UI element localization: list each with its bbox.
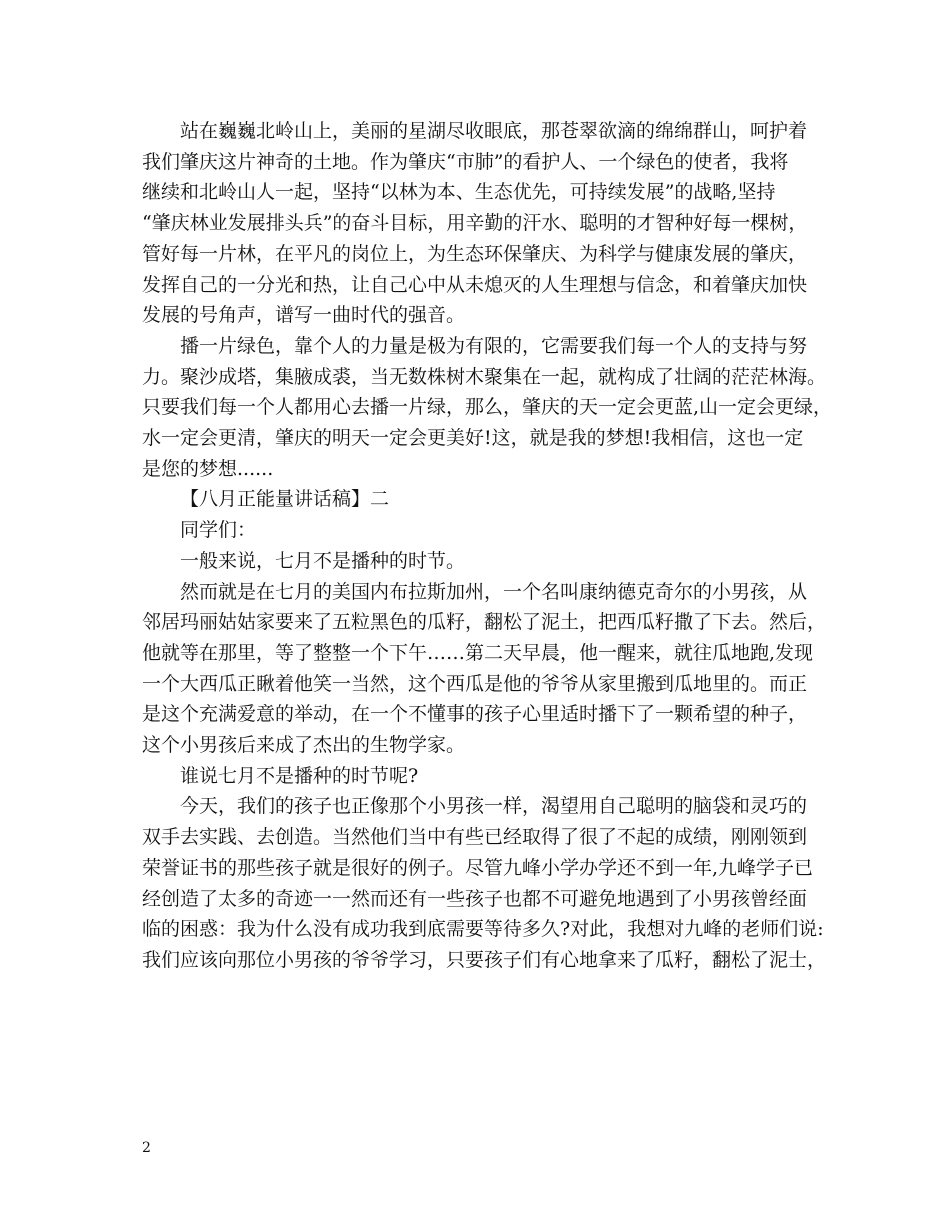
paragraph-line: 经创造了太多的奇迹一一然而还有一些孩子也都不可避免地遇到了小男孩曾经面 (142, 887, 808, 910)
paragraph-line: 是您的梦想...... (142, 457, 274, 480)
paragraph-first-line: 谁说七月不是播种的时节呢? (180, 764, 419, 787)
paragraph-line: 他就等在那里，等了整整一个下午……第二天早晨，他一醒来，就往瓜地跑,发现 (142, 641, 814, 664)
paragraph-first-line: 站在巍巍北岭山上，美丽的星湖尽收眼底，那苍翠欲滴的绵绵群山，呵护着 (180, 120, 808, 142)
paragraph-line: 这个小男孩后来成了杰出的生物学家。 (142, 734, 466, 757)
page-number: 2 (142, 1140, 151, 1156)
paragraph-first-line: 【八月正能量讲话稿】二 (180, 488, 390, 511)
paragraph-line: 双手去实践、去创造。当然他们当中有些已经取得了很了不起的成绩，刚刚领到 (142, 826, 808, 849)
paragraph-first-line: 然而就是在七月的美国内布拉斯加州，一个名叫康纳德克奇尔的小男孩，从 (180, 580, 808, 603)
paragraph-line: 管好每一片林，在平凡的岗位上，为生态环保肇庆、为科学与健康发展的肇庆， (142, 242, 808, 265)
paragraph-line: 水一定会更清，肇庆的明天一定会更美好!这，就是我的梦想!我相信，这也一定 (142, 427, 804, 450)
paragraph-line: 继续和北岭山人一起，坚持“以林为本、生态优先，可持续发展”的战略,坚持 (142, 181, 776, 204)
paragraph-line: 力。聚沙成塔，集腋成裘，当无数株树木聚集在一起，就构成了壮阔的茫茫林海。 (142, 365, 827, 388)
paragraph-first-line: 今天，我们的孩子也正像那个小男孩一样，渴望用自己聪明的脑袋和灵巧的 (180, 795, 808, 818)
paragraph-line: 荣誉证书的那些孩子就是很好的例子。尽管九峰小学办学还不到一年,九峰学子已 (142, 856, 814, 879)
paragraph-first-line: 播一片绿色，靠个人的力量是极为有限的，它需要我们每一个人的支持与努 (180, 334, 808, 357)
paragraph-line: 发挥自己的一分光和热，让自己心中从未熄灭的人生理想与信念，和着肇庆加快 (142, 273, 808, 296)
paragraph-line: 只要我们每一个人都用心去播一片绿，那么，肇庆的天一定会更蓝,山一定会更绿， (142, 396, 833, 419)
paragraph-line: 我们肇庆这片神奇的土地。作为肇庆“市肺”的看护人、一个绿色的使者，我将 (142, 150, 789, 173)
paragraph-line: 我们应该向那位小男孩的爷爷学习，只要孩子们有心地拿来了瓜籽，翻松了泥士， (142, 948, 827, 971)
paragraph-line: 一个大西瓜正瞅着他笑一当然，这个西瓜是他的爷爷从家里搬到瓜地里的。而正 (142, 672, 808, 695)
paragraph-first-line: 同学们： (180, 519, 257, 542)
paragraph-line: 邻居玛丽姑姑家要来了五粒黑色的瓜籽，翻松了泥土，把西瓜籽撒了下去。然后， (142, 611, 827, 634)
paragraph-first-line: 一般来说，七月不是播种的时节。 (180, 549, 466, 572)
document-body (142, 116, 842, 976)
paragraph-line: 临的困惑：我为什么没有成功我到底需要等待多久?对此，我想对九峰的老师们说: (142, 918, 824, 941)
paragraph-line: 是这个充满爱意的举动，在一个不懂事的孩子心里适时播下了一颗希望的种子， (142, 703, 808, 726)
paragraph-line: “肇庆林业发展排头兵”的奋斗目标，用辛勤的汗水、聪明的才智种好每一棵树， (142, 212, 808, 235)
paragraph-line: 发展的号角声，谱写一曲时代的强音。 (142, 304, 466, 327)
